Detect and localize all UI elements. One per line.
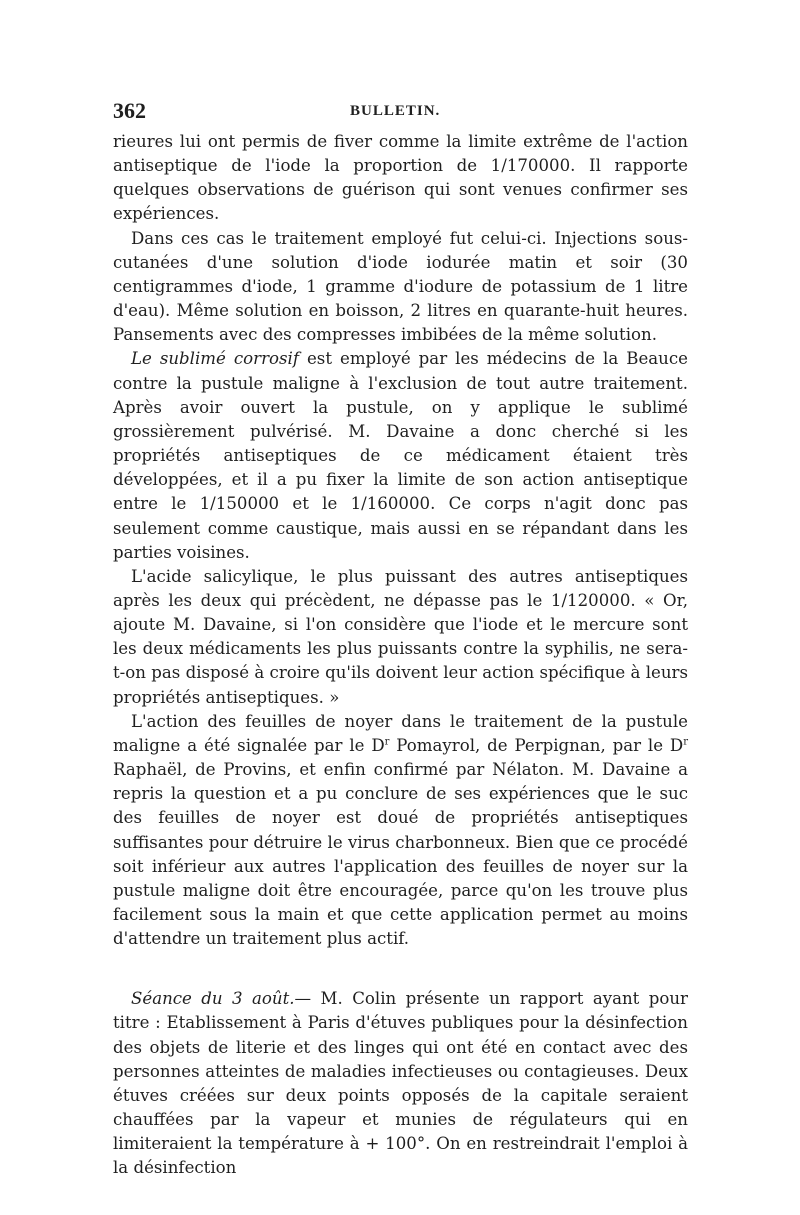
paragraph-text: Raphaël, de Provins, et enfin confirmé par Nélaton. M. Davaine a repris la question et a pu conclure de ses expériences que le suc des feuilles de noyer est doué de propriétés antiseptiques suffisantes pour détruire le virus charbonneux. Bien que ce procédé soit inférieur aux autres l'application des feuilles de noyer sur la pustule maligne doit être encouragée, parce qu'on les trouve plus facilement sous la main et que cette application permet au moins d'attendre un traitement plus actif. [113, 760, 688, 949]
paragraph-noyer [113, 710, 688, 952]
paragraph-lead: Le sublimé corrosif [131, 349, 299, 369]
paragraph-lead: Séance du 3 août. [131, 989, 295, 1009]
paragraph-salicylique [113, 565, 688, 710]
paragraph-iode-treatment [113, 227, 688, 348]
paragraph-text: est employé par les médecins de la Beauce contre la pustule maligne à l'exclusion de tout autre traitement. Après avoir ouvert la pustule, on y applique le sublimé grossièrement pulvérisé. M. Davaine a donc cherché si les propriétés antiseptiques de ce médicament étaient très développées, et il a pu fixer la limite de son action antiseptique entre le 1/150000 et le 1/160000. Ce corps n'agit donc pas seulement comme caustique, mais aussi en se répandant dans les parties voisines. [113, 349, 688, 562]
superscript: r [683, 736, 688, 748]
paragraph-text: Pomayrol, de Perpignan, par le D [389, 735, 684, 755]
paragraph-seance [113, 987, 688, 1180]
paragraph-text: L'acide salicylique, le plus puissant des autres antiseptiques après les deux qui précèdent, ne dépasse pas le 1/120000. « Or, ajoute M. Davaine, si l'on considère que l'iode et le mercure sont les deux médicaments les plus puissants contre la syphilis, ne sera-t-on pas disposé à croire qu'ils doivent leur action spécifique à leurs propriétés antiseptiques. » [113, 566, 688, 707]
paragraph-continuation [113, 130, 688, 227]
running-title: BULLETIN. [350, 103, 441, 119]
page-number: 362 [113, 98, 146, 123]
paragraph-text: — M. Colin présente un rapport ayant pour titre : Etablissement à Paris d'étuves publiques pour la désinfection des objets de literie et des linges qui ont été en contact avec des personnes atteintes de maladies infectieuses ou contagieuses. Deux étuves créées sur deux points opposés de la capitale seraient chauffées par la vapeur et munies de régulateurs qui en limiteraient la température à + 100°. On en restreindrait l'emploi à la désinfection [113, 989, 688, 1178]
superscript: r [384, 736, 390, 748]
paragraph-sublime [113, 347, 688, 564]
paragraph-text: Dans ces cas le traitement employé fut celui-ci. Injections sous-cutanées d'une solution d'iode iodurée matin et soir (30 centigrammes d'iode, 1 gramme d'iodure de potassium de 1 litre d'eau). Même solution en boisson, 2 litres en quarante-huit heures. Pansements avec des compresses imbibées de la même solution. [113, 228, 688, 345]
paragraph-text: rieures lui ont permis de fiver comme la limite extrême de l'action antiseptique de l'iode la proportion de 1/170000. Il rapporte quelques observations de guérison qui sont venues confirmer ses expériences. [113, 132, 688, 224]
body-text [113, 130, 688, 1181]
page-header [113, 98, 686, 128]
paragraph-text: L'action des feuilles de noyer dans le traitement de la pustule maligne a été signalée par le D [113, 711, 688, 755]
